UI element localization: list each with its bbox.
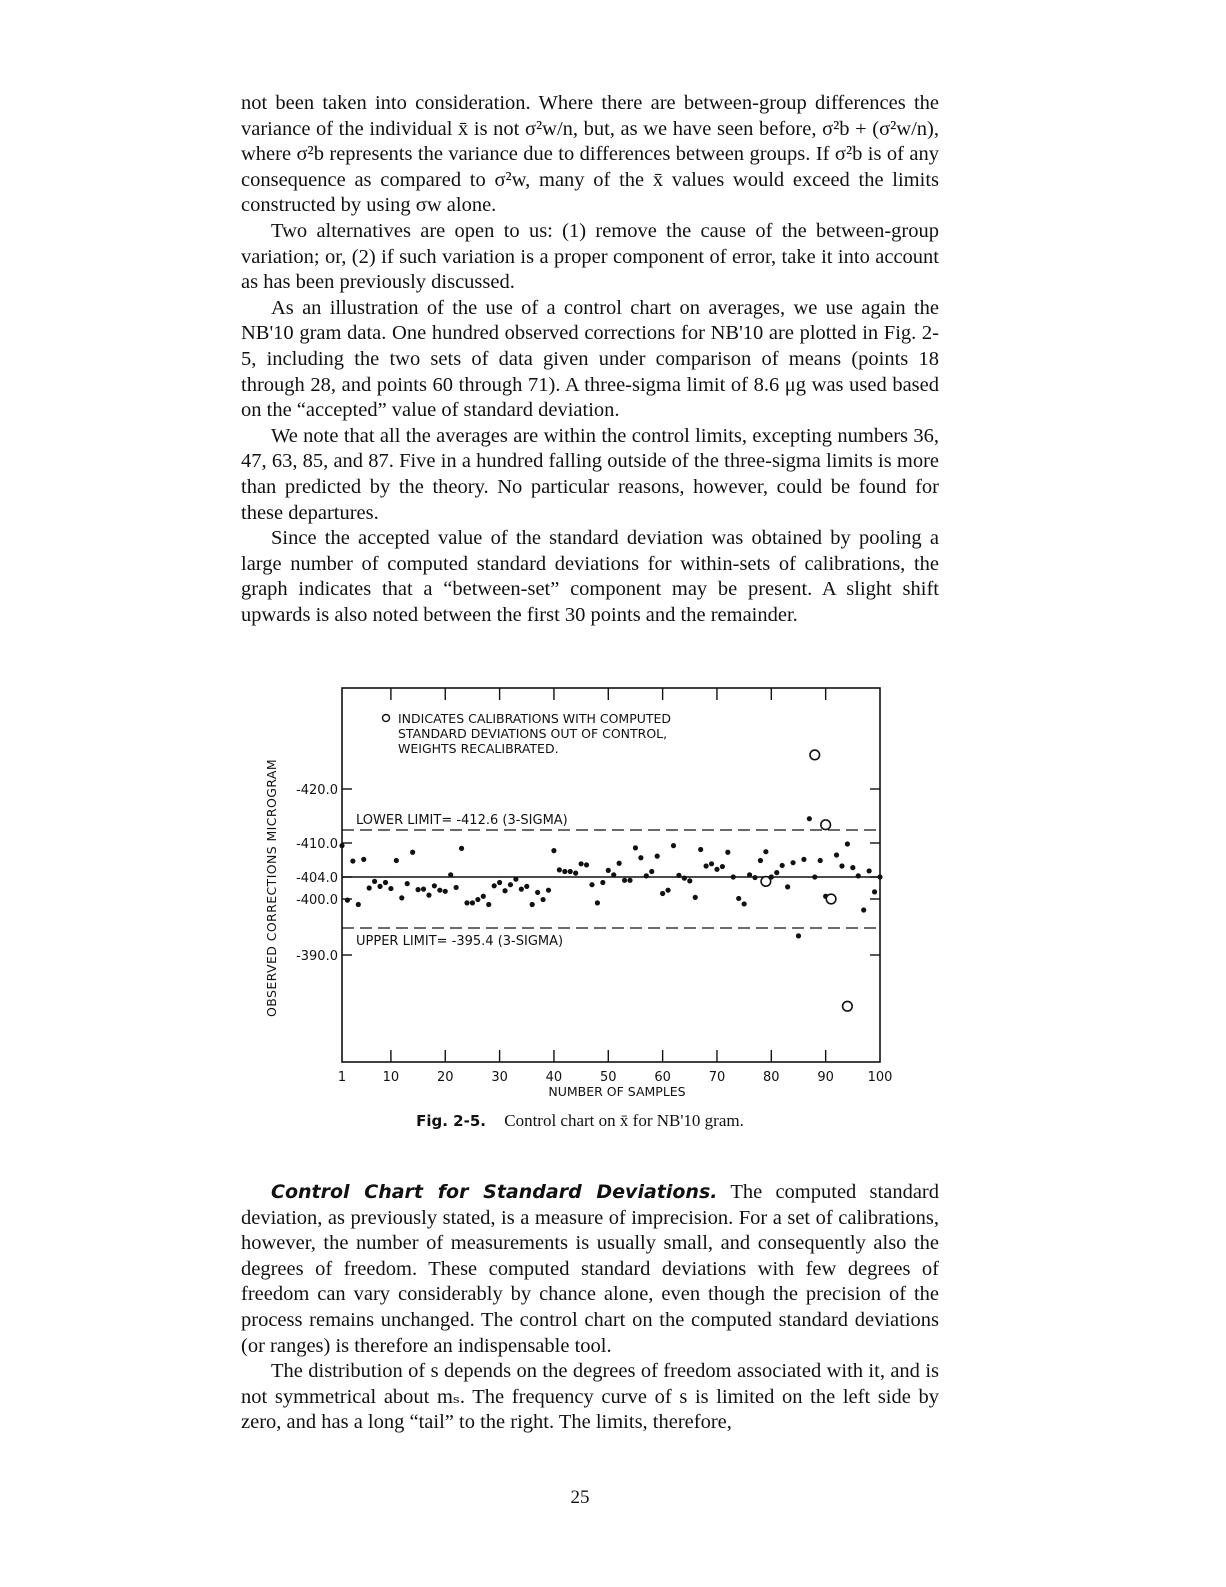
data-point [524,884,529,889]
data-point [731,874,736,879]
data-point [839,863,844,868]
body-text-bottom [241,1180,939,1436]
data-point [790,860,795,865]
data-point [861,907,866,912]
data-point [622,878,627,883]
x-tick-label: 30 [491,1070,508,1085]
data-point [513,877,518,882]
section-run-in-heading: Control Chart for Standard Deviations. [271,1181,718,1203]
data-point [481,894,486,899]
data-point [676,873,681,878]
data-point [339,843,344,848]
data-point [617,861,622,866]
data-point [470,900,475,905]
data-point [459,846,464,851]
data-point [372,879,377,884]
data-point [812,874,817,879]
data-point [774,870,779,875]
data-point [627,878,632,883]
data-point [780,863,785,868]
data-point [818,858,823,863]
data-points [339,750,882,1011]
data-point [573,871,578,876]
data-point [867,868,872,873]
data-point [454,885,459,890]
y-tick-label: -404.0 [296,871,338,886]
open-data-point [843,1001,853,1011]
data-point [377,884,382,889]
data-point [638,855,643,860]
y-axis-title-group [264,759,279,1017]
control-lines [342,813,880,949]
x-tick-label: 70 [708,1070,726,1085]
data-point [611,872,616,877]
data-point [807,816,812,821]
data-point [345,898,350,903]
data-point [426,893,431,898]
data-point [796,933,801,938]
data-point [350,858,355,863]
data-point [720,864,725,869]
data-point [475,897,480,902]
data-point [410,850,415,855]
open-data-point [826,894,836,904]
data-point [589,882,594,887]
open-data-point [821,820,831,830]
note-line-3: WEIGHTS RECALIBRATED. [398,741,559,756]
paragraph: not been taken into consideration. Where there are between-group differences the variance of the individual x̄ is not σ²w/n, but, as we have seen before, σ²b + (σ²w/n), where σ²b represents the variance due to differences between groups. If σ²b is of any consequence as compared to σ²w, many of the x̄ values would exceed the limits constructed by using σw alone. [241,92,939,217]
data-point [448,872,453,877]
data-point [486,902,491,907]
data-point [714,867,719,872]
data-point [497,880,502,885]
data-point [801,857,806,862]
data-point [432,883,437,888]
data-point [361,857,366,862]
data-point [557,867,562,872]
upper-limit-label: UPPER LIMIT= -395.4 (3-SIGMA) [356,934,564,949]
paragraph: Since the accepted value of the standard deviation was obtained by pooling a large number of computed standard deviations for within-sets of calibrations, the graph indicates that a “between-set” component may be present. A slight shift upwards is also noted between the first 30 points and the remainder. [241,527,939,626]
data-point [834,852,839,857]
data-point [443,889,448,894]
control-chart [240,680,920,1100]
x-tick-label: 80 [763,1070,780,1085]
note-line-1: INDICATES CALIBRATIONS WITH COMPUTED [398,711,672,726]
data-point [747,872,752,877]
data-point [785,884,790,889]
data-point [845,841,850,846]
data-point [502,888,507,893]
x-axis-title: NUMBER OF SAMPLES [548,1084,686,1099]
y-tick-label: -420.0 [296,783,338,798]
data-point [546,888,551,893]
figure-caption [0,1111,1160,1131]
data-point [644,873,649,878]
data-point [606,868,611,873]
lower-limit-label: LOWER LIMIT= -412.6 (3-SIGMA) [356,813,568,828]
open-data-point [810,750,820,760]
y-axis-title: OBSERVED CORRECTIONS MICROGRAM [264,759,279,1017]
data-point [856,873,861,878]
paragraph [241,1359,939,1436]
data-point [736,896,741,901]
figure-caption-text: Control chart on x̄ for NB'10 gram. [504,1111,744,1130]
x-tick-label: 60 [654,1070,671,1085]
control-chart-figure [240,680,920,1100]
open-circle-legend-icon [383,715,390,722]
data-point [356,902,361,907]
x-tick-label: 90 [817,1070,834,1085]
x-tick-label: 50 [600,1070,617,1085]
data-point [388,886,393,891]
data-point [633,845,638,850]
x-tick-label: 10 [382,1070,400,1085]
data-point [704,863,709,868]
data-point [595,900,600,905]
x-tick-label: 20 [436,1070,454,1085]
note-line-2: STANDARD DEVIATIONS OUT OF CONTROL, [398,726,668,741]
paragraph-text: The distribution of s depends on the degrees of freedom associated with it, and is not symmetrical about mₛ. The frequency curve of s is limited on the left side by zero, and has a long “tail” to the right. The limits, therefore, [241,1360,939,1434]
page-number: 25 [570,1487,590,1508]
data-point [394,858,399,863]
data-point [367,885,372,890]
data-point [519,887,524,892]
legend-note [383,711,672,756]
data-point [399,895,404,900]
paragraph: As an illustration of the use of a control chart on averages, we use again the NB'10 gram data. One hundred observed corrections for NB'10 are plotted in Fig. 2-5, including the two sets of data given under comparison of means (points 18 through 28, and points 60 through 71). A three-sigma limit of 8.6 μg was used based on the “accepted” value of standard deviation. [241,296,939,422]
data-point [665,888,670,893]
figure-number: Fig. 2-5. [416,1112,486,1130]
data-point [551,848,556,853]
open-data-point [761,877,771,887]
data-point [405,881,410,886]
data-point [415,887,420,892]
x-tick-label: 1 [337,1070,347,1085]
data-point [568,869,573,874]
data-point [709,861,714,866]
data-point [872,889,877,894]
data-point [421,887,426,892]
data-point [508,882,513,887]
data-point [383,880,388,885]
data-point [687,878,692,883]
y-tick-label: -400.0 [296,893,338,908]
data-point [725,850,730,855]
data-point [682,876,687,881]
data-point [655,854,660,859]
y-tick-label: -410.0 [296,837,338,852]
data-point [579,861,584,866]
data-point [850,865,855,870]
data-point [671,843,676,848]
data-point [600,880,605,885]
data-point [562,869,567,874]
x-tick-label: 100 [867,1070,893,1085]
data-point [649,869,654,874]
paragraph: Two alternatives are open to us: (1) remove the cause of the between-group variation; or, (2) if such variation is a proper component of error, take it into account as has been previously discussed. [241,219,939,294]
x-tick-label: 40 [545,1070,563,1085]
data-point [535,890,540,895]
data-point [693,895,698,900]
data-point [763,849,768,854]
data-point [698,847,703,852]
data-point [660,891,665,896]
data-point [758,858,763,863]
data-point [584,862,589,867]
data-point [752,875,757,880]
data-point [492,883,497,888]
data-point [742,901,747,906]
data-point [464,900,469,905]
paragraph-text: The computed standard deviation, as previously stated, is a measure of imprecision. For a set of calibrations, however, the number of measurements is usually small, and consequently also the degrees of freedom. These computed standard deviations with few degrees of freedom can vary considerably by chance alone, even though the precision of the process remains unchanged. The control chart on the computed standard deviations (or ranges) is therefore an indispensable tool. [241,1181,939,1357]
paragraph: We note that all the averages are within the control limits, excepting numbers 36, 47, 63, 85, and 87. Five in a hundred falling outside of the three-sigma limits is more than predicted by the theory. No particular reasons, however, could be found for these departures. [241,424,939,524]
paragraph [241,1180,939,1359]
data-point [877,874,882,879]
data-point [540,897,545,902]
y-tick-label: -390.0 [296,949,338,964]
data-point [530,902,535,907]
data-point [437,888,442,893]
body-text-top [241,91,939,628]
